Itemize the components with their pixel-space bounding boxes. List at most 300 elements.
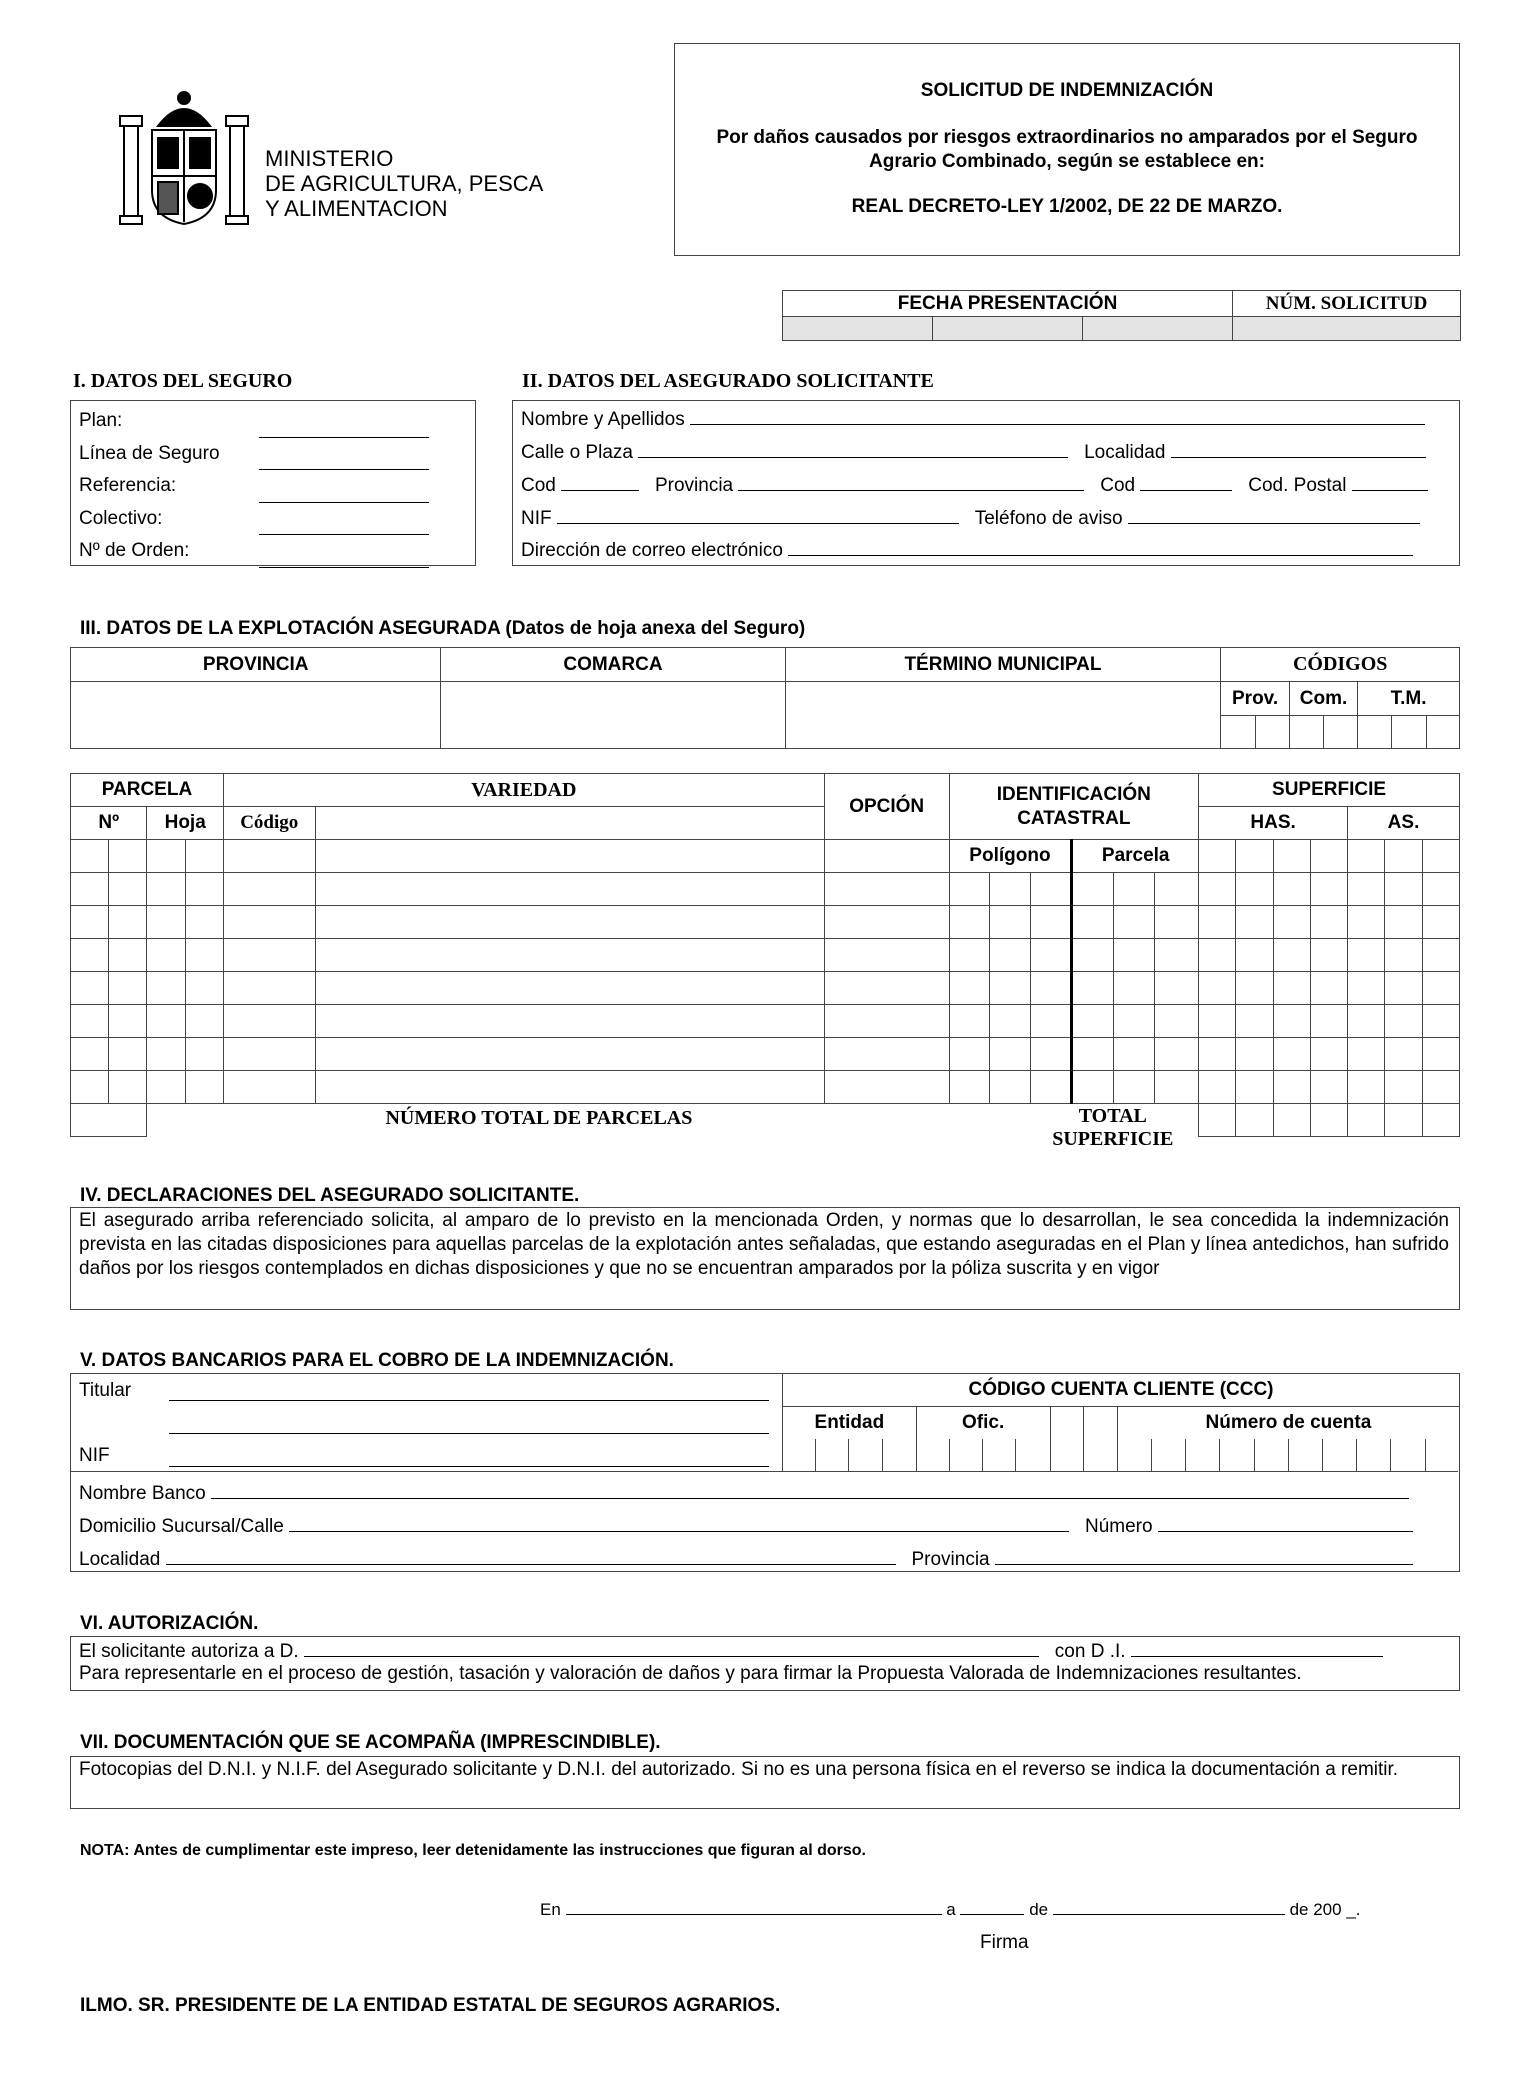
total-parcels-label: NÚMERO TOTAL DE PARCELAS bbox=[385, 1107, 693, 1129]
comarca-cell[interactable] bbox=[441, 682, 785, 749]
parcel-cell[interactable] bbox=[109, 1071, 147, 1104]
parcel-cell[interactable] bbox=[71, 906, 109, 939]
parcel-cell[interactable] bbox=[147, 1071, 185, 1104]
ccc-digit[interactable] bbox=[1391, 1439, 1425, 1471]
parcel-cell[interactable] bbox=[315, 1005, 824, 1038]
parcel-cell[interactable] bbox=[824, 1005, 949, 1038]
locality-label: Localidad bbox=[1084, 442, 1166, 463]
parcel-cell[interactable] bbox=[147, 906, 185, 939]
parcel-cell[interactable] bbox=[1154, 1038, 1198, 1071]
parcel-cell[interactable] bbox=[1031, 873, 1072, 906]
ministry-line3: Y ALIMENTACION bbox=[265, 196, 448, 221]
ministry-line1: MINISTERIO bbox=[265, 146, 394, 171]
ccc-table bbox=[782, 1373, 1460, 1471]
parcel-cell[interactable] bbox=[1348, 1005, 1385, 1038]
parcel-cell[interactable] bbox=[824, 1038, 949, 1071]
sign-place-label: En bbox=[540, 1900, 561, 1919]
section1-box bbox=[70, 400, 476, 566]
ccc-digit[interactable] bbox=[916, 1439, 949, 1471]
authorized-name-field[interactable] bbox=[304, 1638, 1039, 1657]
parcel-cell[interactable] bbox=[1031, 972, 1072, 1005]
total-surface-cell[interactable] bbox=[1385, 1104, 1422, 1137]
subtitle-line1: Por daños causados por riesgos extraordinarios no amparados por el Seguro bbox=[716, 127, 1418, 148]
code-tm: T.M. bbox=[1358, 682, 1460, 716]
date-cell[interactable] bbox=[1083, 317, 1233, 341]
parcel-row bbox=[71, 972, 1460, 1005]
sign-de-label: de bbox=[1029, 1900, 1049, 1919]
postal-label: Cod. Postal bbox=[1248, 475, 1347, 496]
ccc-digit[interactable] bbox=[1425, 1439, 1459, 1471]
parcel-cell[interactable] bbox=[1385, 906, 1422, 939]
parcel-cell[interactable] bbox=[1310, 873, 1347, 906]
parcel-cell[interactable] bbox=[989, 939, 1030, 972]
parcel-cell[interactable] bbox=[1236, 972, 1273, 1005]
decree-text: REAL DECRETO-LEY 1/2002, DE 22 DE MARZO. bbox=[851, 196, 1283, 217]
parcel-cell[interactable] bbox=[1072, 1005, 1113, 1038]
total-surface-cell[interactable] bbox=[1422, 1104, 1459, 1137]
total-surface-label: TOTAL SUPERFICIE bbox=[1052, 1105, 1174, 1150]
parcel-cell[interactable] bbox=[1072, 873, 1113, 906]
titular-field-1[interactable] bbox=[169, 1382, 769, 1401]
total-surface-cell[interactable] bbox=[1310, 1104, 1347, 1137]
parcel-cell[interactable] bbox=[1348, 906, 1385, 939]
parcel-cell[interactable] bbox=[1072, 939, 1113, 972]
parcel-cell[interactable] bbox=[1310, 939, 1347, 972]
bank-province-label: Provincia bbox=[911, 1549, 990, 1570]
parcel-cell[interactable] bbox=[185, 972, 223, 1005]
parcel-cell[interactable] bbox=[315, 906, 824, 939]
branch-label: Domicilio Sucursal/Calle bbox=[79, 1516, 284, 1537]
signature-label: Firma bbox=[980, 1932, 1029, 1953]
parcel-cell[interactable] bbox=[1154, 972, 1198, 1005]
parcel-cell[interactable] bbox=[1031, 1038, 1072, 1071]
section2-box bbox=[512, 400, 1460, 566]
section3-title: III. DATOS DE LA EXPLOTACIÓN ASEGURADA (Datos de hoja anexa del Seguro) bbox=[80, 618, 806, 639]
parcel-cell[interactable] bbox=[1273, 1071, 1310, 1104]
ministry-line2: DE AGRICULTURA, PESCA bbox=[265, 171, 544, 196]
parcel-cell[interactable] bbox=[1072, 972, 1113, 1005]
parcel-cell[interactable] bbox=[1199, 873, 1236, 906]
parcel-cell[interactable] bbox=[1310, 972, 1347, 1005]
parcel-cell[interactable] bbox=[949, 972, 989, 1005]
parcel-cell[interactable] bbox=[1310, 1005, 1347, 1038]
subtitle-line2: Agrario Combinado, según se establece en: bbox=[869, 151, 1265, 172]
plan-field[interactable] bbox=[259, 405, 429, 438]
parcel-cell[interactable] bbox=[1422, 1071, 1459, 1104]
authorized-id-label: con D .I. bbox=[1054, 1641, 1126, 1662]
parcel-cell[interactable] bbox=[949, 1071, 989, 1104]
parcel-cell[interactable] bbox=[989, 873, 1030, 906]
ccc-digit[interactable] bbox=[816, 1439, 849, 1471]
parcel-cell[interactable] bbox=[71, 972, 109, 1005]
ccc-digit[interactable] bbox=[1254, 1439, 1288, 1471]
section7-title: VII. DOCUMENTACIÓN QUE SE ACOMPAÑA (IMPRESCINDIBLE). bbox=[80, 1732, 661, 1753]
province-cell[interactable] bbox=[71, 682, 441, 749]
parcel-cell[interactable] bbox=[1113, 972, 1154, 1005]
parcel-cell[interactable] bbox=[1199, 1005, 1236, 1038]
email-field[interactable] bbox=[788, 537, 1413, 556]
nif-label: NIF bbox=[521, 508, 552, 529]
addressee-text: ILMO. SR. PRESIDENTE DE LA ENTIDAD ESTATAL DE SEGUROS AGRARIOS. bbox=[80, 1995, 781, 2016]
parcel-cell[interactable] bbox=[1199, 939, 1236, 972]
parcel-cell[interactable] bbox=[1236, 1071, 1273, 1104]
line-field[interactable] bbox=[259, 438, 429, 471]
ccc-digit[interactable] bbox=[1323, 1439, 1357, 1471]
total-surface-cell[interactable] bbox=[1236, 1104, 1273, 1137]
code-cell[interactable] bbox=[1358, 716, 1392, 749]
parcel-cell[interactable] bbox=[1273, 1038, 1310, 1071]
parcel-cell[interactable] bbox=[1072, 906, 1113, 939]
documentation-text: Fotocopias del D.N.I. y N.I.F. del Asegurado solicitante y D.N.I. del autorizado. Si no es una persona física en el reverso se indica la documentación a remitir. bbox=[79, 1759, 1399, 1780]
parcel-cell[interactable] bbox=[1199, 906, 1236, 939]
parcel-cell[interactable] bbox=[1422, 1005, 1459, 1038]
parcel-cell[interactable] bbox=[1113, 906, 1154, 939]
parcel-cell[interactable] bbox=[1385, 1005, 1422, 1038]
ccc-digit[interactable] bbox=[1186, 1439, 1220, 1471]
parcel-cell[interactable] bbox=[71, 1038, 109, 1071]
ccc-digit[interactable] bbox=[1220, 1439, 1254, 1471]
total-surface-cell[interactable] bbox=[1348, 1104, 1385, 1137]
locality-field[interactable] bbox=[1171, 439, 1426, 458]
parcel-cell[interactable] bbox=[1072, 1038, 1113, 1071]
ccc-ofic: Ofic. bbox=[916, 1407, 1050, 1439]
email-label: Dirección de correo electrónico bbox=[521, 540, 783, 561]
authorize-label: El solicitante autoriza a D. bbox=[79, 1641, 299, 1662]
branch-field[interactable] bbox=[289, 1513, 1069, 1532]
ccc-title: CÓDIGO CUENTA CLIENTE (CCC) bbox=[783, 1374, 1460, 1407]
hdr-as: AS. bbox=[1348, 807, 1460, 840]
code-com: Com. bbox=[1289, 682, 1357, 716]
section4-title: IV. DECLARACIONES DEL ASEGURADO SOLICITANTE. bbox=[80, 1185, 580, 1206]
phone-label: Teléfono de aviso bbox=[974, 508, 1123, 529]
parcel-cell[interactable] bbox=[223, 1005, 315, 1038]
titular-field-2[interactable] bbox=[169, 1415, 769, 1434]
parcel-cell[interactable] bbox=[824, 906, 949, 939]
reference-field[interactable] bbox=[259, 470, 429, 503]
collective-label: Colectivo: bbox=[79, 507, 163, 529]
code-cell[interactable] bbox=[1324, 716, 1358, 749]
farm-table bbox=[70, 647, 1460, 749]
sign-a-label: a bbox=[946, 1900, 956, 1919]
cod-field[interactable] bbox=[561, 472, 639, 491]
parcel-cell[interactable] bbox=[949, 939, 989, 972]
parcel-cell[interactable] bbox=[223, 1071, 315, 1104]
parcel-cell[interactable] bbox=[109, 972, 147, 1005]
parcel-cell[interactable] bbox=[1199, 1038, 1236, 1071]
parcel-cell[interactable] bbox=[71, 939, 109, 972]
parcel-cell[interactable] bbox=[147, 873, 185, 906]
hdr-superficie: SUPERFICIE bbox=[1199, 774, 1460, 807]
parcel-cell[interactable] bbox=[185, 873, 223, 906]
parcel-cell[interactable] bbox=[989, 906, 1030, 939]
parcel-cell[interactable] bbox=[1273, 873, 1310, 906]
cod-label: Cod bbox=[521, 475, 556, 496]
bank-name-label: Nombre Banco bbox=[79, 1483, 206, 1504]
ccc-digit[interactable] bbox=[1288, 1439, 1322, 1471]
parcel-cell[interactable] bbox=[1385, 939, 1422, 972]
total-surface-cell[interactable] bbox=[1273, 1104, 1310, 1137]
parcel-cell[interactable] bbox=[1273, 906, 1310, 939]
parcel-cell[interactable] bbox=[185, 906, 223, 939]
parcel-cell[interactable] bbox=[1273, 1005, 1310, 1038]
parcel-cell[interactable] bbox=[1348, 1071, 1385, 1104]
parcel-cell[interactable] bbox=[1154, 873, 1198, 906]
hdr-ident: IDENTIFICACIÓN CATASTRAL bbox=[949, 774, 1199, 840]
parcel-cell[interactable] bbox=[109, 1038, 147, 1071]
bank-locality-label: Localidad bbox=[79, 1549, 161, 1570]
parcel-cell[interactable] bbox=[223, 939, 315, 972]
parcel-cell[interactable] bbox=[223, 906, 315, 939]
parcel-cell[interactable] bbox=[1113, 939, 1154, 972]
parcel-cell[interactable] bbox=[1422, 1038, 1459, 1071]
code-cell[interactable] bbox=[1255, 716, 1289, 749]
titular-label: Titular bbox=[79, 1380, 132, 1401]
postal-field[interactable] bbox=[1352, 472, 1428, 491]
collective-field[interactable] bbox=[259, 503, 429, 536]
street-label: Calle o Plaza bbox=[521, 442, 633, 463]
parcel-cell[interactable] bbox=[1199, 972, 1236, 1005]
coat-of-arms-icon bbox=[118, 86, 250, 230]
parcel-cell[interactable] bbox=[949, 873, 989, 906]
code-cell[interactable] bbox=[1392, 716, 1426, 749]
parcel-cell[interactable] bbox=[1273, 972, 1310, 1005]
parcel-cell[interactable] bbox=[109, 939, 147, 972]
section6-box bbox=[70, 1636, 1460, 1691]
parcel-cell[interactable] bbox=[1422, 906, 1459, 939]
parcel-cell[interactable] bbox=[824, 1071, 949, 1104]
ccc-digit[interactable] bbox=[983, 1439, 1016, 1471]
parcel-cell[interactable] bbox=[824, 939, 949, 972]
code-cell[interactable] bbox=[1289, 716, 1323, 749]
parcel-cell[interactable] bbox=[1236, 873, 1273, 906]
hdr-opcion: OPCIÓN bbox=[824, 774, 949, 840]
section4-box bbox=[70, 1207, 1460, 1310]
parcel-cell[interactable] bbox=[1113, 873, 1154, 906]
municipality-cell[interactable] bbox=[785, 682, 1221, 749]
code-cell[interactable] bbox=[1221, 716, 1255, 749]
parcel-cell[interactable] bbox=[1310, 1038, 1347, 1071]
authorization-text: Para representarle en el proceso de gestión, tasación y valoración de daños y para firmar la Propuesta Valorada de Indemnizaciones resultantes. bbox=[79, 1663, 1302, 1684]
ccc-digit[interactable] bbox=[1117, 1439, 1151, 1471]
section5-title: V. DATOS BANCARIOS PARA EL COBRO DE LA INDEMNIZACIÓN. bbox=[80, 1350, 674, 1371]
parcel-cell[interactable] bbox=[109, 906, 147, 939]
note-text: NOTA: Antes de cumplimentar este impreso, leer detenidamente las instrucciones que figuran al dorso. bbox=[80, 1842, 866, 1859]
parcel-cell[interactable] bbox=[223, 972, 315, 1005]
parcel-cell[interactable] bbox=[1236, 906, 1273, 939]
parcel-cell[interactable] bbox=[1199, 1071, 1236, 1104]
parcel-cell[interactable] bbox=[223, 1038, 315, 1071]
ccc-digit[interactable] bbox=[783, 1439, 816, 1471]
parcel-cell[interactable] bbox=[1273, 939, 1310, 972]
parcel-cell[interactable] bbox=[147, 1038, 185, 1071]
ccc-digit[interactable] bbox=[1016, 1439, 1050, 1471]
date-cell[interactable] bbox=[933, 317, 1083, 341]
hdr-parcela: PARCELA bbox=[71, 774, 224, 807]
sign-place-field[interactable] bbox=[566, 1900, 942, 1915]
parcel-cell[interactable] bbox=[1310, 1071, 1347, 1104]
bank-locality-field[interactable] bbox=[166, 1546, 896, 1565]
cod2-label: Cod bbox=[1100, 475, 1136, 496]
parcel-cell[interactable] bbox=[989, 972, 1030, 1005]
plan-label: Plan: bbox=[79, 410, 123, 431]
parcel-cell[interactable] bbox=[949, 1005, 989, 1038]
hdr-no: Nº bbox=[71, 807, 147, 840]
parcel-cell[interactable] bbox=[1236, 1005, 1273, 1038]
title-box bbox=[674, 43, 1460, 256]
parcel-cell[interactable] bbox=[824, 873, 949, 906]
parcel-cell[interactable] bbox=[1422, 873, 1459, 906]
ccc-cuenta: Número de cuenta bbox=[1117, 1407, 1459, 1439]
reference-label: Referencia: bbox=[79, 475, 177, 496]
parcel-cell[interactable] bbox=[949, 1038, 989, 1071]
parcel-cell[interactable] bbox=[1422, 939, 1459, 972]
parcel-cell[interactable] bbox=[315, 1071, 824, 1104]
parcel-cell[interactable] bbox=[147, 972, 185, 1005]
ccc-digit[interactable] bbox=[1050, 1439, 1083, 1471]
parcel-cell[interactable] bbox=[109, 1005, 147, 1038]
sign-year-label: de 200 _. bbox=[1289, 1900, 1361, 1919]
date-cell[interactable] bbox=[783, 317, 933, 341]
form-title: SOLICITUD DE INDEMNIZACIÓN bbox=[920, 80, 1214, 101]
bank-nif-field[interactable] bbox=[169, 1448, 769, 1467]
parcel-cell[interactable] bbox=[315, 873, 824, 906]
parcel-cell[interactable] bbox=[1236, 939, 1273, 972]
nif-field[interactable] bbox=[557, 505, 959, 524]
submission-table bbox=[782, 290, 1461, 341]
order-field[interactable] bbox=[259, 535, 429, 568]
number-cell[interactable] bbox=[1233, 317, 1461, 341]
hdr-poligono: Polígono bbox=[949, 840, 1072, 873]
submission-date-label: FECHA PRESENTACIÓN bbox=[783, 291, 1233, 317]
parcel-table bbox=[70, 773, 1460, 1150]
parcel-cell[interactable] bbox=[1236, 1038, 1273, 1071]
parcel-cell[interactable] bbox=[185, 1005, 223, 1038]
name-label: Nombre y Apellidos bbox=[521, 409, 685, 430]
parcel-cell[interactable] bbox=[147, 1005, 185, 1038]
parcel-cell[interactable] bbox=[71, 873, 109, 906]
parcel-cell[interactable] bbox=[989, 1005, 1030, 1038]
parcel-cell[interactable] bbox=[1031, 906, 1072, 939]
code-prov: Prov. bbox=[1221, 682, 1289, 716]
sign-month-field[interactable] bbox=[1053, 1900, 1285, 1915]
col-municipality: TÉRMINO MUNICIPAL bbox=[785, 648, 1221, 682]
parcel-cell[interactable] bbox=[824, 972, 949, 1005]
parcel-cell[interactable] bbox=[185, 939, 223, 972]
parcel-cell[interactable] bbox=[989, 1038, 1030, 1071]
parcel-row bbox=[71, 906, 1460, 939]
parcel-cell[interactable] bbox=[1385, 1071, 1422, 1104]
order-label: Nº de Orden: bbox=[79, 540, 190, 561]
parcel-cell[interactable] bbox=[949, 906, 989, 939]
declaration-text: El asegurado arriba referenciado solicita, al amparo de lo previsto en la mencionada Orden, y normas que lo desarrollan, le sea concedida la indemnización prevista en las citadas disposiciones para aquellas parcelas de la explotación antes señaladas, que estando aseguradas en el Plan y línea antedichos, han sufrido daños por los riesgos contemplados en dichas disposiciones y que no se encuentran amparados por la póliza suscrita y en vigor bbox=[79, 1210, 1449, 1279]
hdr-parcela-sub: Parcela bbox=[1072, 840, 1199, 873]
parcel-cell[interactable] bbox=[1031, 1005, 1072, 1038]
parcel-cell[interactable] bbox=[1113, 1005, 1154, 1038]
col-comarca: COMARCA bbox=[441, 648, 785, 682]
bank-nif-label: NIF bbox=[79, 1445, 110, 1466]
parcel-cell[interactable] bbox=[1072, 1071, 1113, 1104]
parcel-cell[interactable] bbox=[1154, 1005, 1198, 1038]
parcel-cell[interactable] bbox=[989, 1071, 1030, 1104]
parcel-cell[interactable] bbox=[147, 939, 185, 972]
parcel-cell[interactable] bbox=[1348, 939, 1385, 972]
hdr-variedad: VARIEDAD bbox=[223, 774, 824, 807]
parcel-cell[interactable] bbox=[223, 873, 315, 906]
parcel-cell[interactable] bbox=[1385, 972, 1422, 1005]
code-cell[interactable] bbox=[1426, 716, 1459, 749]
phone-field[interactable] bbox=[1128, 505, 1420, 524]
ccc-digit[interactable] bbox=[1357, 1439, 1391, 1471]
parcel-cell[interactable] bbox=[315, 972, 824, 1005]
parcel-row bbox=[71, 1005, 1460, 1038]
ccc-digit[interactable] bbox=[882, 1439, 916, 1471]
submission-number-label: NÚM. SOLICITUD bbox=[1233, 291, 1461, 317]
parcel-cell[interactable] bbox=[1031, 1071, 1072, 1104]
parcel-cell[interactable] bbox=[315, 1038, 824, 1071]
total-surface-cell[interactable] bbox=[1199, 1104, 1236, 1137]
branch-number-field[interactable] bbox=[1158, 1513, 1413, 1532]
parcel-cell[interactable] bbox=[185, 1071, 223, 1104]
parcel-cell[interactable] bbox=[71, 1005, 109, 1038]
parcel-cell[interactable] bbox=[1154, 906, 1198, 939]
parcel-cell[interactable] bbox=[1113, 1071, 1154, 1104]
col-province: PROVINCIA bbox=[71, 648, 441, 682]
parcel-row bbox=[71, 1071, 1460, 1104]
province-label: Provincia bbox=[654, 475, 734, 496]
province-field[interactable] bbox=[738, 472, 1084, 491]
hdr-variety-name bbox=[315, 807, 824, 840]
sign-day-field[interactable] bbox=[960, 1900, 1024, 1915]
cod2-field[interactable] bbox=[1140, 472, 1232, 491]
parcel-cell[interactable] bbox=[1031, 939, 1072, 972]
ccc-digit[interactable] bbox=[849, 1439, 882, 1471]
parcel-cell[interactable] bbox=[1348, 972, 1385, 1005]
parcel-cell[interactable] bbox=[185, 1038, 223, 1071]
parcel-cell[interactable] bbox=[1422, 972, 1459, 1005]
branch-number-label: Número bbox=[1084, 1516, 1153, 1537]
street-field[interactable] bbox=[638, 439, 1068, 458]
line-label: Línea de Seguro bbox=[79, 442, 220, 464]
hdr-has: HAS. bbox=[1199, 807, 1348, 840]
section1-title: I. DATOS DEL SEGURO bbox=[73, 370, 293, 392]
parcel-cell[interactable] bbox=[1154, 1071, 1198, 1104]
parcel-cell[interactable] bbox=[1113, 1038, 1154, 1071]
section6-title: VI. AUTORIZACIÓN. bbox=[80, 1613, 259, 1634]
section7-box bbox=[70, 1756, 1460, 1809]
ccc-digit[interactable] bbox=[1152, 1439, 1186, 1471]
parcel-row bbox=[71, 939, 1460, 972]
total-parcels-cell[interactable] bbox=[71, 1104, 147, 1137]
parcel-cell[interactable] bbox=[1154, 939, 1198, 972]
parcel-cell[interactable] bbox=[1310, 906, 1347, 939]
parcel-cell[interactable] bbox=[109, 873, 147, 906]
ccc-digit[interactable] bbox=[949, 1439, 982, 1471]
parcel-cell[interactable] bbox=[1385, 1038, 1422, 1071]
name-field[interactable] bbox=[690, 406, 1425, 425]
authorized-id-field[interactable] bbox=[1131, 1638, 1383, 1657]
ccc-digit[interactable] bbox=[1083, 1439, 1117, 1471]
section2-title: II. DATOS DEL ASEGURADO SOLICITANTE bbox=[522, 370, 934, 392]
parcel-cell[interactable] bbox=[71, 1071, 109, 1104]
parcel-cell[interactable] bbox=[1348, 873, 1385, 906]
hdr-codigo: Código bbox=[223, 807, 315, 840]
bank-province-field[interactable] bbox=[995, 1546, 1413, 1565]
parcel-cell[interactable] bbox=[315, 939, 824, 972]
col-codes: CÓDIGOS bbox=[1221, 648, 1460, 682]
bank-name-field[interactable] bbox=[211, 1480, 1409, 1499]
parcel-cell[interactable] bbox=[1385, 873, 1422, 906]
parcel-cell[interactable] bbox=[1348, 1038, 1385, 1071]
